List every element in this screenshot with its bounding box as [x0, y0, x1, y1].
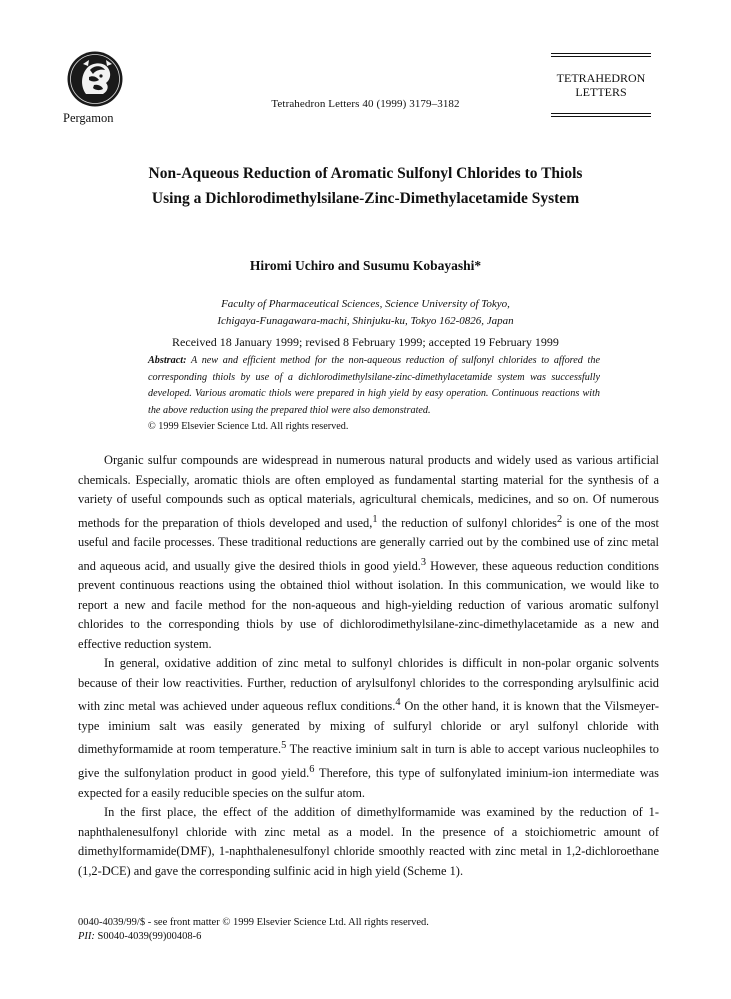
p2-text-2: On the other hand, it is known that the Vilsmeyer-type iminium salt was easily generated by mixing of sulfuryl chloride or aryl sulfonyl chloride with dimethyformamide at room temperature. — [78, 699, 659, 757]
journal-brand — [551, 53, 651, 119]
reference-5: 5 — [281, 740, 287, 752]
brand-rule-bottom-thin — [551, 113, 651, 114]
title-line-1: Non-Aqueous Reduction of Aromatic Sulfonyl Chlorides to Thiols — [148, 165, 583, 182]
reference-3: 3 — [420, 556, 427, 568]
authors: Hiromi Uchiro and Susumu Kobayashi* — [249, 258, 482, 273]
affiliation-line-1: Faculty of Pharmaceutical Sciences, Science University of Tokyo, — [221, 298, 510, 310]
abstract-text: A new and efficient method for the non-aqueous reduction of sulfonyl chlorides to affored the corresponding thiols by use of a dichlorodimethylsilane-zinc-dimethylacetamide system was successfully developed. Various aromatic thiols were prepared in high yield by easy operation. Continuous reactions with the above reduction using the prepared thiol were also demonstrated. — [148, 355, 600, 416]
p1-text-2: the reduction of sulfonyl chlorides — [377, 515, 557, 530]
received-dates: Received 18 January 1999; revised 8 February 1999; accepted 19 February 1999 — [172, 335, 559, 349]
reference-2: 2 — [556, 513, 563, 525]
reference-6: 6 — [309, 764, 315, 775]
brand-rule-bottom — [551, 116, 651, 117]
abstract-label: Abstract: — [148, 355, 187, 366]
reference-1: 1 — [372, 513, 378, 525]
brand-rule-top — [551, 53, 651, 54]
title-line-2: Using a Dichlorodimethylsilane-Zinc-Dimethylacetamide System — [151, 190, 580, 207]
brand-line-2: LETTERS — [575, 85, 627, 99]
footer-pii — [78, 930, 429, 944]
abstract — [148, 353, 600, 436]
publisher-name: Pergamon — [63, 111, 114, 125]
reference-4: 4 — [395, 697, 401, 709]
p2-text-4: Therefore, this type of sulfonylated iminium-ion intermediate was expected for a easily reducible species on the sulfur atom. — [78, 766, 659, 800]
p2-text-3: The reactive iminium salt in turn is able to accept various nucleophiles to give the sulfonylation product in good yield. — [78, 742, 659, 781]
article-title — [0, 161, 731, 211]
abstract-copyright: © 1999 Elsevier Science Ltd. All rights reserved. — [148, 421, 349, 433]
brand-title — [551, 71, 651, 99]
affiliation — [0, 296, 731, 330]
abstract-body — [148, 353, 600, 419]
body-paragraph-3: In the first place, the effect of the addition of dimethylformamide was examined by the reduction of 1-naphthalenesulfonyl chloride with zinc metal as a model. In the presence of a stoichiometric amount of dimethylformamide(DMF), 1-naphthalenesulfonyl chloride smoothly reacted with zinc metal in 1,2-dichloroethane (1,2-DCE) and gave the corresponding sulfinic acid in high yield (Scheme 1). — [78, 805, 659, 878]
article-body — [78, 451, 659, 881]
p2-text-1: In general, oxidative addition of zinc metal to sulfonyl chlorides is difficult in non-polar organic solvents because of their low reactivities. Further, reduction of arylsulfonyl chlorides to the corresponding arylsulfinic acid with zinc metal was achieved under aqueous reflux conditions. — [78, 656, 659, 714]
brand-rule-top-thin — [551, 56, 651, 57]
p1-text-3: is one of the most useful and facile processes. These traditional reductions are generally carried out by the combined use of zinc metal and aqueous acid, and usually give the desired thiols in good yield. — [78, 515, 659, 573]
pii-label: PII: — [78, 930, 95, 942]
pii-value: S0040-4039(99)00408-6 — [94, 930, 202, 942]
footer — [78, 916, 429, 943]
journal-reference: Tetrahedron Letters 40 (1999) 3179–3182 — [271, 98, 460, 110]
body-paragraph-1 — [78, 451, 659, 654]
p1-text-4: However, these aqueous reduction conditions prevent continuous reactions using the obtained thiol without isolation. In this communication, we would like to report a new and facile method for the non-aqueous and high-yielding reduction of various aromatic sulfonyl chlorides to the corresponding thiols by use of dichlorodimethylsilane-zinc-dimethylacetamide as a new and effective reduction system. — [78, 558, 659, 651]
footer-copyright-line: 0040-4039/99/$ - see front matter © 1999 Elsevier Science Ltd. All rights reserved. — [78, 917, 429, 928]
brand-line-1: TETRAHEDRON — [556, 71, 646, 85]
body-paragraph-2 — [78, 654, 659, 803]
affiliation-line-2: Ichigaya-Funagawara-machi, Shinjuku-ku, Tokyo 162-0826, Japan — [217, 315, 514, 327]
p1-text-1: Organic sulfur compounds are widespread in numerous natural products and widely used as various artificial chemicals. Especially, aromatic thiols are often employed as fundamental starting material for the synthesis of a variety of useful compounds such as optical materials, agricultural chemicals, medicines, and so on. Of numerous methods for the preparation of thiols developed and used, — [78, 453, 659, 530]
